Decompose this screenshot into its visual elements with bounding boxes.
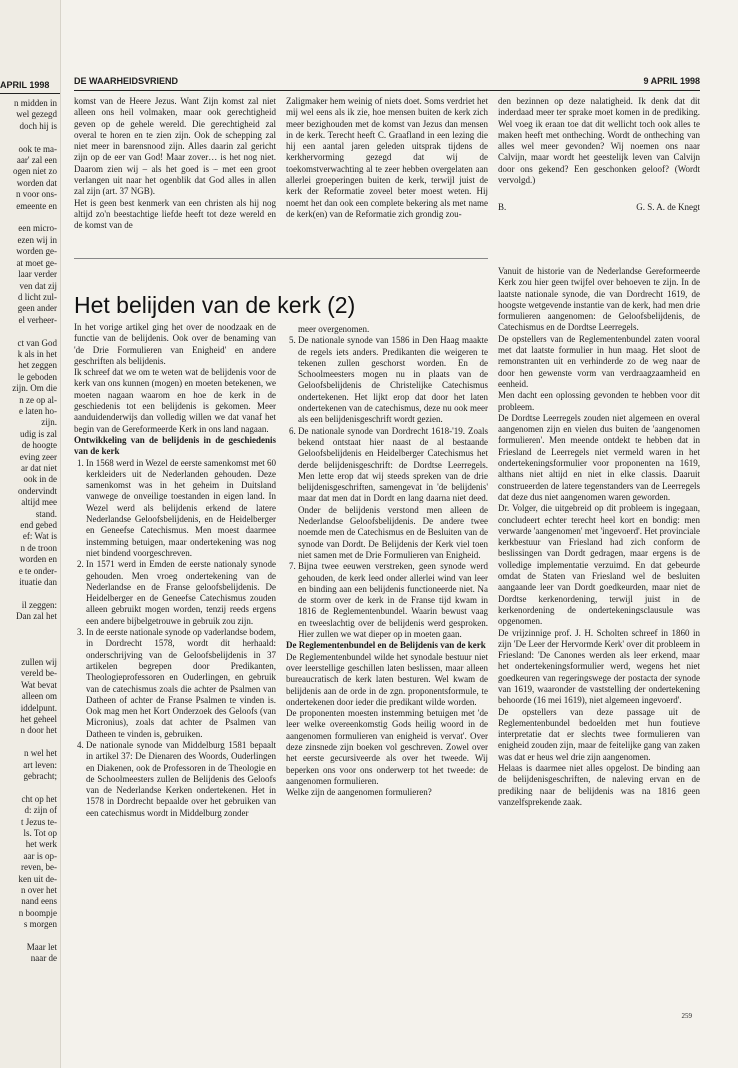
left-text-fragment: aar' zal een — [16, 155, 57, 166]
left-text-fragment: udig is zal — [20, 428, 57, 439]
left-text-fragment: n door het — [20, 725, 57, 736]
left-text-fragment: naar de — [30, 953, 57, 964]
left-text-fragment: reven, be- — [21, 862, 57, 873]
page-number: 259 — [681, 1012, 692, 1020]
left-text-fragment: ondervindt — [18, 485, 57, 496]
left-text-fragment: n de troon — [20, 542, 57, 553]
top-article-column-1 — [74, 96, 276, 232]
left-text-fragment: Maar let — [26, 942, 57, 953]
left-text-fragment: n voor ons- — [16, 189, 57, 200]
left-text-fragment — [0, 326, 57, 337]
left-text-fragment — [0, 646, 57, 657]
left-text-fragment: het werk — [25, 839, 57, 850]
left-text-fragment: een micro- — [18, 223, 57, 234]
left-text-fragment: le geboden — [17, 371, 57, 382]
paragraph: De Dordtse Leerregels zouden niet algemeen en overal aangenomen zijn en vielen dus buiten de 'aangenomen formulieren'. Men meende ontdekt te hebben dat in Friesland de Leerregels niet vermeld waren in het ondertekeningsformulier voor proponenten na 1619, althans niet altijd en niet in elke classis. Daaruit construeerden de latere tegenstanders van de Leerregels dat deze dus niet aangenomen waren geworden. — [498, 412, 700, 502]
list-item: 1. In 1568 werd in Wezel de eerste samenkomst met 60 kerkleiders uit de Nederlanden gehouden. Deze samenkomst was in het geheim in Duitsland vanwege de onveilige toestanden in eigen land. In Wezel werd als belijdenis erkend de latere Nederlandse Geloofsbelijdenis, en de Heidelberger en Geneefse Catechismus. Men moest daarmee instemming betuigen, maar ondertekening was nog niet bindend voorgeschreven. — [86, 458, 276, 560]
left-text-fragment: het geheel — [20, 713, 57, 724]
left-text-fragment: worden ge- — [16, 246, 57, 257]
left-text-fragment: iddelpunt. — [20, 702, 57, 713]
list-item: 4. De nationale synode van Middelburg 1581 bepaalt in artikel 37: De Dienaren des Woords, Ouderlingen en Diakenen, ook de Professoren in de Theologie en de Schoolmeesters zullen de Belijdenis des Geloofs van de Nederlandse Kerken ondertekenen. Het in 1578 in Dordrecht bepaalde over het gebruiken van een catechismus wordt in Middelburg zonder — [86, 740, 276, 819]
left-text-fragment: n ze op al- — [19, 394, 57, 405]
paragraph: Vanuit de historie van de Nederlandse Gereformeerde Kerk zou hier geen twijfel over behoeven te zijn. In de laatste nationale synode, die van Dordrecht 1619, de hoogste wetgevende instantie van de kerk, had men drie formulieren aangenomen: de Geloofsbelijdenis, de Catechismus en de Dordtse Leerregels. — [498, 266, 700, 333]
paragraph: Het is geen best kenmerk van een christen als hij nog altijd zo'n beestachtige liefde heeft tot deze wereld en de komst van de — [74, 197, 276, 231]
paragraph: Zaligmaker hem weinig of niets doet. Soms verdriet het mij wel eens als ik zie, hoe mensen buiten de kerk zich meer bezighouden met de komst van Jezus dan mensen in de kerk. Terecht heeft C. Graafland in een lezing die hij een aantal jaren geleden uitsprak tijdens de kerkhervorming gezegd dat wij de toekomstverwachting al te zeer hebben overgelaten aan allerlei groeperingen buiten de kerk, terwijl juist de kerk der Reformatie zoveel beter moest weten. Hij noemt het dan ook een complete bekering als met name de kerk(en) van de Reformatie zich grondig zou- — [286, 96, 488, 219]
subheading: Ontwikkeling van de belijdenis in de geschiedenis van de kerk — [74, 434, 276, 457]
list-item: 7. Bijna twee eeuwen verstreken, geen synode werd gehouden, de kerk leed onder allerlei wind van leer en binding aan een belijdenis functioneerde niet. Na de storm over de kerk in de Franse tijd kwam in 1816 de Reglementenbundel. Waarin bewust vaag en tweeslachtig over de belijdenis werd gesproken. Hier zullen we wat dieper op in moeten gaan. — [298, 561, 488, 640]
left-text-fragment: ezen wij in — [17, 234, 57, 245]
left-text-fragment: zijn. Om die — [12, 383, 57, 394]
paragraph: Ik schreef dat we om te weten wat de belijdenis voor de kerk van ons kunnen (mogen) en moeten betekenen, we moeten nagaan waarom en hoe de kerk in de geschiedenis tot een belijdenis is gekomen. Meer aanduidenderwijs dan volledig willen we dat vanaf het begin van de Gereformeerde Kerk in ons land nagaan. — [74, 367, 276, 434]
author-signature — [498, 202, 700, 213]
left-text-fragment: t Jezus te- — [21, 816, 57, 827]
article-title: Het belijden van de kerk (2) — [74, 292, 356, 318]
left-text-fragment: altijd mee — [21, 497, 57, 508]
left-text-fragment: stand. — [35, 508, 57, 519]
list-item: 5. De nationale synode van 1586 in Den Haag maakte de regels iets anders. Predikanten die weigeren te tekenen zullen geschorst worden. En de Schoolmeesters mogen nu in plaats van de Geloofsbelijdenis de Christelijke Catechismus ondertekenen. Het lijkt erop dat door het laten ondertekenen van de catechismus, deze nu ook meer als een belijdenisgeschrift wordt gezien. — [298, 335, 488, 425]
history-list-part-1 — [74, 458, 276, 820]
left-text-fragment: worden dat — [16, 177, 57, 188]
left-text-fragment: de hoogte — [21, 440, 57, 451]
left-text-fragment: doch hij is — [19, 120, 57, 131]
left-text-fragment: n boompje — [18, 907, 57, 918]
paragraph: De proponenten moesten instemming betuigen met 'de leer welke overeenkomstig Gods heilig woord in de aangenomen formulieren van enigheid is vervat'. Over deze zinsnede zijn boeken vol geschreven. Zowel over het eerste gecursiveerde als over het tweede. Wij beperken ons voor ons onderwerp tot het tweede: de aangenomen formulieren. — [286, 708, 488, 786]
left-text-fragment: n wel het — [24, 748, 57, 759]
left-text-fragment: ct van God — [17, 337, 57, 348]
left-text-fragment: ogen niet zo — [13, 166, 57, 177]
paragraph: Helaas is daarmee niet alles opgelost. De binding aan de belijdenisgeschriften, de naleving ervan en de prediking naar de belijdenis was na 1816 geen vanzelfsprekende zaak. — [498, 763, 700, 807]
left-text-fragment: n over het — [21, 885, 57, 896]
left-text-fragment: il zeggen: — [21, 599, 57, 610]
list-continuation: meer overgenomen. — [298, 324, 370, 334]
subheading: De Reglementenbundel en de Belijdenis van de kerk — [286, 640, 486, 651]
left-text-fragment: ken uit de- — [18, 873, 57, 884]
left-text-fragment: vereld be- — [20, 668, 57, 679]
top-article-column-3 — [498, 96, 700, 214]
paragraph: Dr. Volger, die uitgebreid op dit probleem is ingegaan, concludeert echter terecht heel kort en bondig: men verwarde 'aangenomen' met 'ingevoerd'. Het provinciale kerkbestuur van Friesland had zich conform de beslissingen van Dordt gedragen, maar ergens is de volledige implementatie verzuimd. En dat gebeurde omdat de Staten van Friesland wel de besluiten aangaande leer van Dordt goedkeurden, maar niet de Dordtse kerkenordening, terwijl juist in de kerkenordening de ondertekeningsclausule was opgenomen. — [498, 503, 700, 627]
left-text-fragment: het zeggen — [18, 360, 57, 371]
left-text-fragment: wel gezegd — [16, 109, 57, 120]
left-text-fragment: ar dat niet — [21, 463, 57, 473]
paragraph: In het vorige artikel ging het over de noodzaak en de functie van de belijdenis. Ook over de benaming van 'de Drie Formulieren van Enigheid' en andere geschriften als belijdenis. — [74, 322, 276, 366]
paragraph: den bezinnen op deze nalatigheid. Ik denk dat dit inderdaad meer ter sprake moet komen in de prediking. Wel voeg ik eraan toe dat dit wellicht toch ook alles te maken heeft met ontheching. Wordt de ontheching van alles wel meer gevonden? Wij noemen ons naar Calvijn, maar wordt het geestelijk leven van Calvijn door ons gekend? Een geschonken geloof? (Wordt vervolgd.) — [498, 96, 700, 186]
left-text-fragment: ituatie dan — [19, 577, 57, 588]
list-item: 6. De nationale synode van Dordrecht 1618-'19. Zoals bekend ontstaat hier naast de al bestaande Geloofsbelijdenis en Heidelberger Catechismus het derde belijdenisgeschrift: de Dordtse Leerregels. Men lette erop dat wij steeds spreken van de drie belijdenisgeschriften, samengevat in 'de belijdenis' maar dat men dat in Dordt en lang daarna niet deed. Onder de belijdenis verstond men alleen de Nederlandse Geloofsbelijdenis. De andere twee noemde men de Catechismus en de Besluiten van de synode van Dordt. De Belijdenis der Kerk viel toen niet samen met de Drie Formulieren van Enigheid. — [298, 426, 488, 562]
left-text-fragment: at moet ge- — [16, 257, 57, 268]
paragraph: De Reglementenbundel wilde het synodale bestuur niet over leerstellige geschillen laten beslissen, maar alleen bureaucratisch de kerk laten besturen. Wel kwam de belijdenis aan de orde in de zgn. proponentsformule, te ondertekenen door ieder die predikant wilde worden. — [286, 651, 488, 707]
left-text-fragment: geen ander — [17, 303, 57, 314]
article-column-1 — [74, 322, 276, 819]
top-article-column-2 — [286, 96, 488, 220]
left-text-fragment: ven dat zij — [19, 280, 57, 291]
left-text-fragment: ls. Tot op — [23, 828, 57, 838]
left-text-fragment — [0, 931, 57, 942]
list-item: 2. In 1571 werd in Emden de eerste nationaly synode gehouden. Men vroeg ondertekening van de Nederlandse en de Franse geloofsbelijdenis. De Heidelberger en de Geneefse Catechismus zouden alleen gebruikt mogen worden, tenzij reeds ergens een andere bijbelgetrouwe in gebruik zou zijn. — [86, 559, 276, 627]
left-text-fragment: e te onder- — [18, 565, 57, 576]
paragraph: De opstellers van de Reglementenbundel zaten vooral met dat laatste formulier in hun maag. Het sloot de remonstranten uit en verhinderde zo de weg naar de door hen gewenste vorm van verdraagzaamheid en eenheid. — [498, 333, 700, 389]
paragraph: De opstellers van deze passage uit de Reglementenbundel bedoelden met hun foutieve interpretatie dat er slechts twee formulieren van enigheid zouden zijn, maar de feitelijke gang van zaken was dat er heus wel drie zijn aangenomen. — [498, 706, 700, 762]
left-text-fragment: nand eens — [21, 896, 57, 907]
history-list-part-2 — [286, 335, 488, 640]
left-text-fragment: cht op het — [21, 793, 57, 804]
article-column-2 — [286, 324, 488, 798]
left-text-fragment: d: zijn of — [24, 805, 57, 816]
previous-page-strip — [0, 0, 61, 1068]
left-text-fragment: alleen om — [21, 691, 57, 702]
left-text-fragment: s morgen — [23, 919, 57, 930]
paragraph: komst van de Heere Jezus. Want Zijn komst zal niet alleen ons heil volmaken, maar ook gerechtigheid geven op de gehele wereld. Die gerechtigheid zal overal te horen en te zien zijn. Ook de schepping zal niet meer in barensnood zijn. Alles daarin zal gericht zijn op de eer van God! Maar zover… is het nog niet. Daarom zien wij – als het goed is – met een groot verlangen uit naar het ogenblik dat God alles in allen zal zijn (art. 37 NGB). — [74, 96, 276, 197]
left-text-fragment: ook te ma- — [18, 143, 57, 154]
issue-date: 9 APRIL 1998 — [643, 76, 700, 86]
left-text-fragment: zijn. — [41, 417, 57, 428]
paragraph: Welke zijn de aangenomen formulieren? — [286, 787, 432, 798]
left-text-fragment: art leven: — [23, 759, 57, 770]
left-text-fragment: gebracht; — [23, 770, 57, 781]
left-text-fragment: ef: Wat is — [22, 531, 57, 542]
left-text-fragment — [0, 623, 57, 634]
page-header — [74, 76, 700, 91]
left-page-header: APRIL 1998 — [0, 80, 50, 90]
left-text-fragment: Dan zal het — [16, 611, 57, 622]
left-text-fragment — [0, 132, 57, 143]
left-text-fragment: ook in de — [23, 474, 57, 485]
left-text-fragment: zullen wij — [21, 656, 57, 667]
left-text-fragment — [0, 782, 57, 793]
left-text-fragment: laar verder — [18, 269, 57, 280]
paragraph: De vrijzinnige prof. J. H. Scholten schreef in 1860 in zijn 'De Leer der Hervormde Kerk' over dit probleem in Friesland: 'De Canones werden als leer erkend, maar het ondertekeningsformulier werd, wegens het niet goedkeuren van regeringswege der postacta der synode van 1619, waaronder de vaststelling der ondertekening behoorde (16 mei 1619), niet algemeen ingevoerd'. — [498, 627, 700, 706]
left-text-fragment: n midden in — [14, 98, 57, 108]
newspaper-page — [74, 0, 700, 1068]
left-text-fragment — [0, 634, 57, 645]
list-item: 3. In de eerste nationale synode op vaderlandse bodem, in Dordrecht 1578, wordt dit herhaald: onderschrijving van de Geloofsbelijdenis in 37 artikelen begrepen door Predikanten, Theologieprofessoren en Ouderlingen, en gebruik van de catechismus zoals die achter de Psalmen van Datheen of achter de Franse Psalmen te vinden is. Ook mag men het Kort Onderzoek des Geloofs (van Micronius), zoals dat achter de Psalmen van Datheen te vinden is, gebruiken. — [86, 627, 276, 740]
paragraph: Men dacht een oplossing gevonden te hebben voor dit probleem. — [498, 390, 700, 412]
left-text-fragment: worden en — [19, 554, 57, 565]
left-text-fragment — [0, 737, 57, 748]
left-text-fragment — [0, 588, 57, 599]
left-text-fragment: k als in het — [17, 348, 57, 359]
author-name: G. S. A. de Knegt — [636, 202, 700, 213]
left-text-fragment: end gebed — [20, 520, 57, 531]
left-page-text-fragments — [0, 98, 57, 965]
left-text-fragment: e laten ho- — [19, 405, 57, 416]
left-text-fragment: d licht zul- — [18, 291, 57, 302]
publication-name: DE WAARHEIDSVRIEND — [74, 76, 179, 86]
section-divider — [74, 258, 488, 259]
left-text-fragment: Wat bevat — [20, 679, 57, 690]
left-text-fragment: emeente en — [16, 200, 57, 211]
left-text-fragment: el verheer- — [18, 314, 57, 325]
left-header-rule — [0, 93, 60, 94]
article-column-3 — [498, 266, 700, 808]
left-text-fragment — [0, 212, 57, 223]
signature-initial: B. — [498, 202, 507, 213]
left-text-fragment: aar is op- — [23, 850, 57, 861]
left-text-fragment: eving zeer — [19, 451, 57, 462]
